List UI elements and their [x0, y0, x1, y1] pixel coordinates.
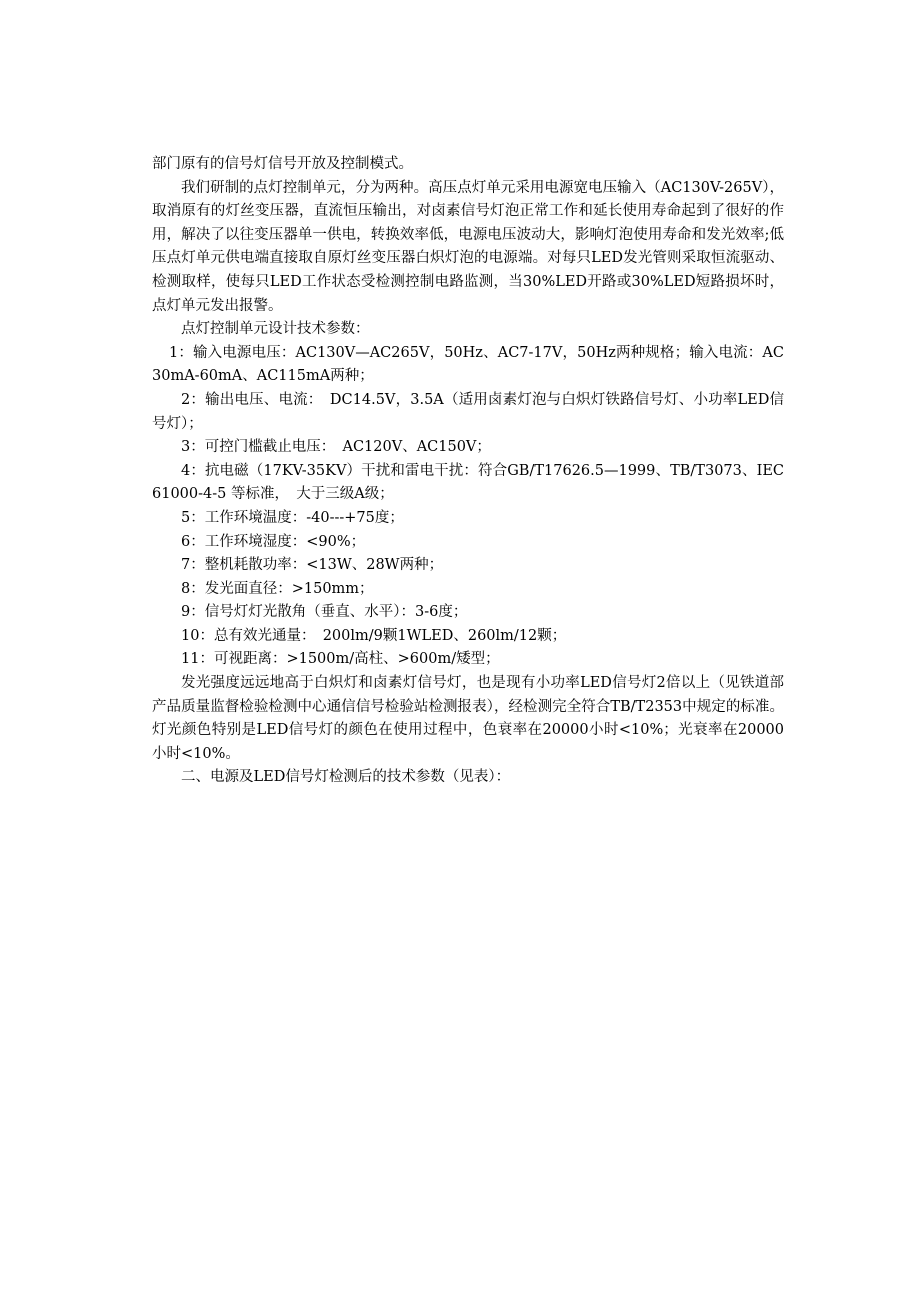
- spec-item-5: 5：工作环境温度：-40---+75度；: [181, 509, 404, 526]
- spec-item-1: 1：输入电源电压：AC130V—AC265V，50Hz、AC7-17V，50Hz两种规格；输入电流：AC30mA-60mA、AC115mA两种；: [152, 344, 784, 385]
- spec-item-9: 9：信号灯灯光散角（垂直、水平）：3-6度；: [181, 604, 468, 621]
- spec-item-3: 3：可控门槛截止电压： AC120V、AC150V；: [181, 439, 491, 456]
- spec-item-4: 4：抗电磁（17KV-35KV）干扰和雷电干扰：符合GB/T17626.5—1999、TB/T3073、IEC61000-4-5 等标准， 大于三级A级；: [152, 462, 784, 503]
- spec-item-10: 10：总有效光通量： 200lm/9颗1WLED、260lm/12颗；: [181, 627, 567, 644]
- spec-item-11: 11：可视距离：>1500m/高柱、>600m/矮型；: [181, 651, 500, 668]
- spec-item-2: 2：输出电压、电流： DC14.5V，3.5A（适用卤素灯泡与白炽灯铁路信号灯、小功率LED信号灯）；: [152, 391, 784, 432]
- paragraph-luminous-intensity: 发光强度远远地高于白炽灯和卤素灯信号灯，也是现有小功率LED信号灯2倍以上（见铁道部产品质量监督检验检测中心通信信号检验站检测报表），经检测完全符合TB/T2353中规定的标准。灯光颜色特别是LED信号灯的颜色在使用过程中，色衰率在20000小时<10%；光衰率在20000小时<10%。: [152, 675, 784, 762]
- paragraph-control-unit-intro: 我们研制的点灯控制单元，分为两种。高压点灯单元采用电源宽电压输入（AC130V-265V），取消原有的灯丝变压器，直流恒压输出，对卤素信号灯泡正常工作和延长使用寿命起到了很好的作用，解决了以往变压器单一供电，转换效率低，电源电压波动大，影响灯泡使用寿命和发光效率;低压点灯单元供电端直接取自原灯丝变压器白炽灯泡的电源端。对每只LED发光管则采取恒流驱动、检测取样，使每只LED工作状态受检测控制电路监测，当30%LED开路或30%LED短路损坏时，点灯单元发出报警。: [152, 179, 784, 314]
- spec-item-8: 8：发光面直径：>150mm；: [181, 580, 374, 597]
- spec-item-7: 7：整机耗散功率：<13W、28W两种；: [181, 557, 444, 574]
- paragraph-continuation: 部门原有的信号灯信号开放及控制模式。: [152, 156, 413, 172]
- paragraph-spec-heading: 点灯控制单元设计技术参数：: [181, 321, 370, 338]
- section-heading-test-parameters: 二、电源及LED信号灯检测后的技术参数（见表）：: [181, 769, 511, 786]
- spec-item-6: 6：工作环境湿度：<90%；: [181, 533, 366, 550]
- document-body: [152, 153, 784, 790]
